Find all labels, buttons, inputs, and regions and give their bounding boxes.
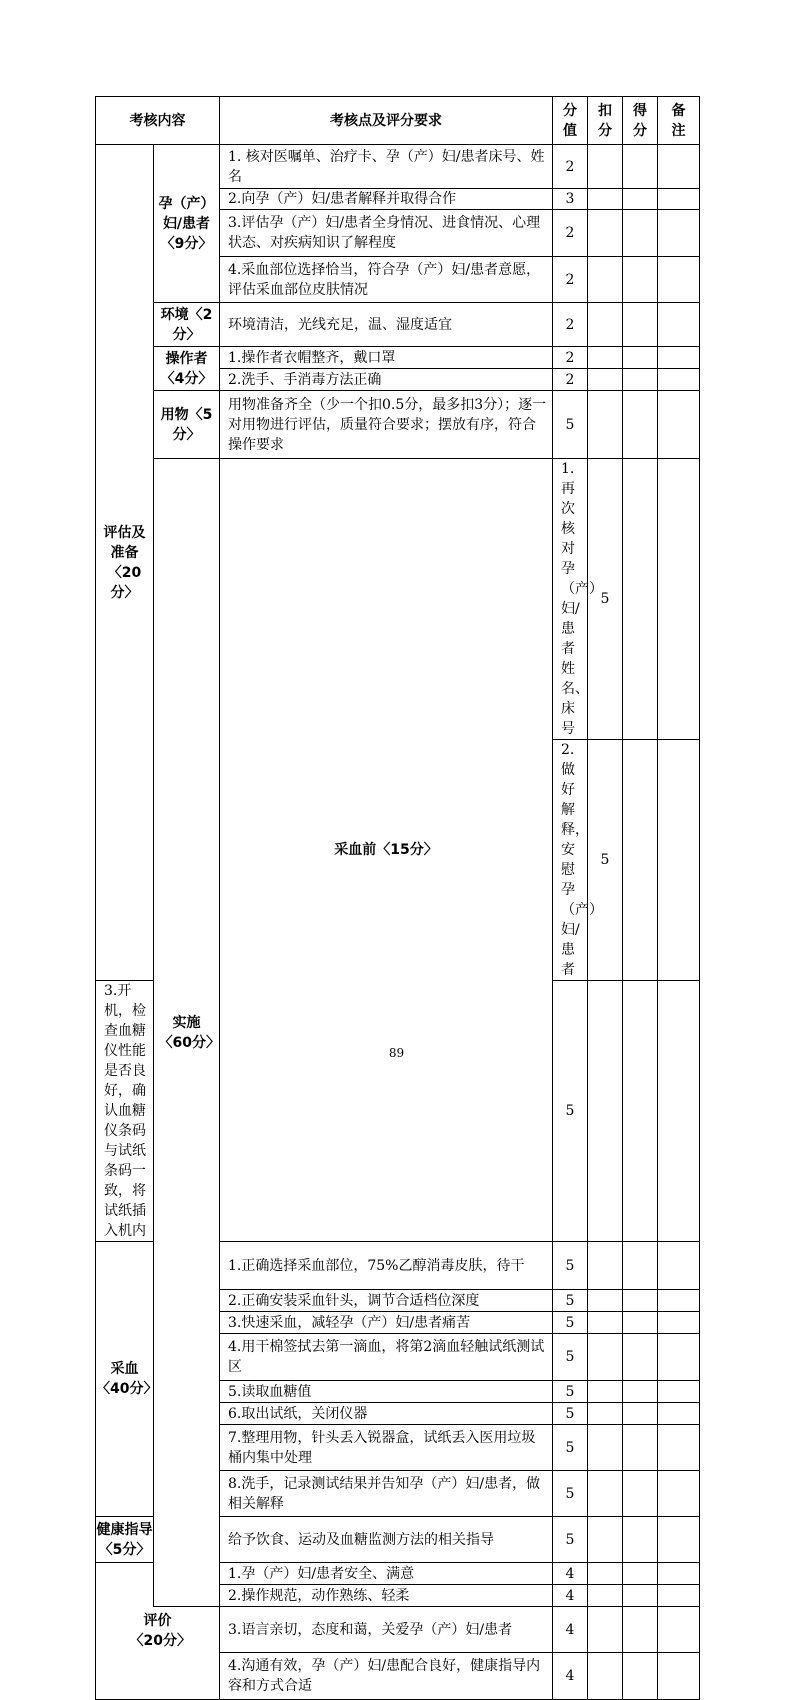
obtained-cell[interactable] (623, 391, 658, 459)
group-environment: 环境〈2分〉 (154, 303, 220, 347)
item-row: 3.评估孕（产）妇/患者全身情况、进食情况、心理状态、对疾病知识了解程度 (220, 210, 553, 257)
deduction-cell[interactable] (623, 459, 658, 740)
header-deduction: 扣分 (588, 97, 623, 145)
remarks-cell[interactable] (658, 1312, 700, 1334)
remarks-cell[interactable] (658, 981, 700, 1242)
obtained-cell[interactable] (623, 1381, 658, 1403)
item-row: 1.操作者衣帽整齐，戴口罩 (220, 347, 553, 369)
header-requirements: 考核点及评分要求 (220, 97, 553, 145)
group-supplies: 用物〈5分〉 (154, 391, 220, 459)
score-cell: 5 (553, 1425, 588, 1471)
remarks-cell[interactable] (658, 391, 700, 459)
header-content: 考核内容 (96, 97, 220, 145)
deduction-cell[interactable] (588, 369, 623, 391)
obtained-cell[interactable] (623, 1425, 658, 1471)
item-row: 4.采血部位选择恰当，符合孕（产）妇/患者意愿，评估采血部位皮肤情况 (220, 257, 553, 303)
obtained-cell[interactable] (623, 347, 658, 369)
item-row: 1. 核对医嘱单、治疗卡、孕（产）妇/患者床号、姓名 (220, 145, 553, 189)
category-evaluation: 评价〈20分〉 (96, 1563, 220, 1700)
deduction-cell[interactable] (588, 391, 623, 459)
score-cell: 5 (553, 1242, 588, 1290)
item-row: 3.语言亲切，态度和蔼，关爱孕（产）妇/患者 (220, 1607, 553, 1653)
deduction-cell[interactable] (588, 1403, 623, 1425)
obtained-cell[interactable] (623, 369, 658, 391)
score-cell: 2 (553, 145, 588, 189)
deduction-cell[interactable] (588, 303, 623, 347)
deduction-cell[interactable] (588, 189, 623, 210)
remarks-cell[interactable] (658, 257, 700, 303)
obtained-cell[interactable] (623, 1312, 658, 1334)
remarks-cell[interactable] (658, 1403, 700, 1425)
deduction-cell[interactable] (588, 1425, 623, 1471)
score-cell: 2 (553, 369, 588, 391)
remarks-cell[interactable] (658, 1334, 700, 1381)
deduction-cell[interactable] (588, 1242, 623, 1290)
group-operator: 操作者〈4分〉 (154, 347, 220, 391)
obtained-cell[interactable] (623, 303, 658, 347)
score-cell: 2 (553, 210, 588, 257)
obtained-cell[interactable] (623, 1607, 658, 1653)
remarks-cell[interactable] (658, 369, 700, 391)
deduction-cell[interactable] (588, 1517, 623, 1563)
deduction-cell[interactable] (588, 210, 623, 257)
score-cell: 5 (553, 391, 588, 459)
item-row: 用物准备齐全（少一个扣0.5分，最多扣3分）；逐一对用物进行评估，质量符合要求；摆放有序，符合操作要求 (220, 391, 553, 459)
item-row: 2.洗手、手消毒方法正确 (220, 369, 553, 391)
item-row: 6.取出试纸，关闭仪器 (220, 1403, 553, 1425)
obtained-cell[interactable] (623, 1653, 658, 1700)
score-cell: 5 (553, 981, 588, 1242)
item-row: 2.做好解释，安慰孕（产）妇/患者 (553, 740, 588, 981)
score-cell: 5 (588, 740, 623, 981)
deduction-cell[interactable] (588, 981, 623, 1242)
obtained-cell[interactable] (623, 1334, 658, 1381)
score-cell: 5 (553, 1381, 588, 1403)
remarks-cell[interactable] (658, 189, 700, 210)
remarks-cell[interactable] (658, 303, 700, 347)
obtained-cell[interactable] (623, 145, 658, 189)
obtained-cell[interactable] (658, 740, 700, 981)
score-cell: 4 (553, 1653, 588, 1700)
obtained-cell[interactable] (658, 459, 700, 740)
item-row: 1.再次核对孕（产）妇/患者姓名、床号 (553, 459, 588, 740)
deduction-cell[interactable] (588, 1471, 623, 1517)
score-cell: 5 (553, 1334, 588, 1381)
group-before-sampling: 采血前〈15分〉 (220, 459, 553, 1242)
remarks-cell[interactable] (658, 1471, 700, 1517)
remarks-cell[interactable] (658, 347, 700, 369)
obtained-cell[interactable] (623, 1517, 658, 1563)
obtained-cell[interactable] (623, 1471, 658, 1517)
deduction-cell[interactable] (588, 1290, 623, 1312)
remarks-cell[interactable] (658, 1517, 700, 1563)
obtained-cell[interactable] (623, 1585, 658, 1607)
item-row: 给予饮食、运动及血糖监测方法的相关指导 (220, 1517, 553, 1563)
item-row: 3.快速采血，减轻孕（产）妇/患者痛苦 (220, 1312, 553, 1334)
score-cell: 2 (553, 257, 588, 303)
deduction-cell[interactable] (623, 740, 658, 981)
item-row: 8.洗手，记录测试结果并告知孕（产）妇/患者，做相关解释 (220, 1471, 553, 1517)
deduction-cell[interactable] (588, 1381, 623, 1403)
deduction-cell[interactable] (588, 1334, 623, 1381)
deduction-cell[interactable] (588, 1312, 623, 1334)
obtained-cell[interactable] (623, 1290, 658, 1312)
obtained-cell[interactable] (623, 1242, 658, 1290)
score-cell: 5 (553, 1471, 588, 1517)
deduction-cell[interactable] (588, 347, 623, 369)
item-row: 2.操作规范，动作熟练、轻柔 (220, 1585, 553, 1607)
deduction-cell[interactable] (588, 145, 623, 189)
score-cell: 4 (553, 1563, 588, 1585)
item-row: 2.正确安装采血针头，调节合适档位深度 (220, 1290, 553, 1312)
header-score-value: 分值 (553, 97, 588, 145)
obtained-cell[interactable] (623, 210, 658, 257)
item-row: 3.开机，检查血糖仪性能是否良好，确认血糖仪条码与试纸条码一致，将试纸插入机内 (96, 981, 154, 1242)
remarks-cell[interactable] (658, 1381, 700, 1403)
item-row: 1.孕（产）妇/患者安全、满意 (220, 1563, 553, 1585)
score-cell: 5 (588, 459, 623, 740)
score-cell: 2 (553, 303, 588, 347)
deduction-cell[interactable] (588, 1563, 623, 1585)
item-row: 2.向孕（产）妇/患者解释并取得合作 (220, 189, 553, 210)
score-cell: 3 (553, 189, 588, 210)
remarks-cell[interactable] (658, 1242, 700, 1290)
item-row: 4.用干棉签拭去第一滴血，将第2滴血轻触试纸测试区 (220, 1334, 553, 1381)
remarks-cell[interactable] (658, 1607, 700, 1653)
item-row: 环境清洁，光线充足，温、湿度适宜 (220, 303, 553, 347)
category-assessment: 评估及准备〈20分〉 (96, 145, 154, 981)
header-remarks: 备注 (658, 97, 700, 145)
remarks-cell[interactable] (658, 1425, 700, 1471)
remarks-cell[interactable] (658, 1653, 700, 1700)
obtained-cell[interactable] (623, 189, 658, 210)
item-row: 7.整理用物，针头丢入锐器盒，试纸丢入医用垃圾桶内集中处理 (220, 1425, 553, 1471)
deduction-cell[interactable] (588, 1585, 623, 1607)
item-row: 1.正确选择采血部位，75%乙醇消毒皮肤，待干 (220, 1242, 553, 1290)
deduction-cell[interactable] (588, 1653, 623, 1700)
score-cell: 4 (553, 1585, 588, 1607)
score-cell: 2 (553, 347, 588, 369)
score-cell: 5 (553, 1403, 588, 1425)
category-implementation: 实施〈60分〉 (154, 459, 220, 1607)
obtained-cell[interactable] (623, 981, 658, 1242)
obtained-cell[interactable] (623, 1403, 658, 1425)
header-obtained: 得分 (623, 97, 658, 145)
remarks-cell[interactable] (658, 210, 700, 257)
obtained-cell[interactable] (623, 1563, 658, 1585)
page-number: 89 (388, 1046, 405, 1060)
score-cell: 5 (553, 1517, 588, 1563)
remarks-cell[interactable] (658, 1290, 700, 1312)
score-cell: 5 (553, 1290, 588, 1312)
item-row: 5.读取血糖值 (220, 1381, 553, 1403)
group-patient: 孕（产）妇/患者〈9分〉 (154, 145, 220, 303)
deduction-cell[interactable] (588, 1607, 623, 1653)
remarks-cell[interactable] (658, 1563, 700, 1585)
assessment-table (95, 96, 700, 1700)
obtained-cell[interactable] (623, 257, 658, 303)
remarks-cell[interactable] (658, 1585, 700, 1607)
group-sampling: 采血〈40分〉 (96, 1242, 154, 1517)
group-health-guidance: 健康指导〈5分〉 (96, 1517, 154, 1563)
score-cell: 4 (553, 1607, 588, 1653)
remarks-cell[interactable] (658, 145, 700, 189)
deduction-cell[interactable] (588, 257, 623, 303)
score-cell: 5 (553, 1312, 588, 1334)
item-row: 4.沟通有效，孕（产）妇/患配合良好，健康指导内容和方式合适 (220, 1653, 553, 1700)
